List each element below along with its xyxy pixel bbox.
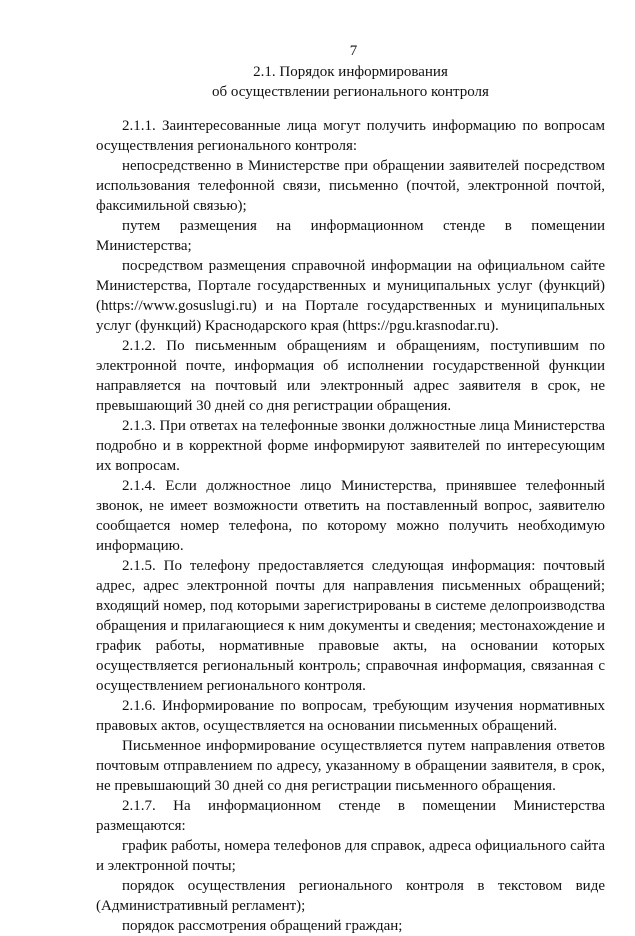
paragraph-2-1-3: 2.1.3. При ответах на телефонные звонки должностные лица Министерства подробно и в корректной форме информируют заявителей по интересующим их вопросам. [96, 418, 605, 474]
section-title-line-1: 2.1. Порядок информирования [253, 64, 448, 80]
paragraph-2-1-6: 2.1.6. Информирование по вопросам, требующим изучения нормативных правовых актов, осуществляется на основании письменных обращений. [96, 698, 605, 734]
paragraph-schedule-phones: график работы, номера телефонов для справок, адреса официального сайта и электронной почты; [96, 838, 605, 874]
section-title [96, 62, 605, 102]
paragraph-2-1-4: 2.1.4. Если должностное лицо Министерства, принявшее телефонный звонок, не имеет возможности ответить на поставленный вопрос, заявителю сообщается номер телефона, по которому можно получить необходимую информацию. [96, 478, 605, 554]
paragraph-ministry-direct: непосредственно в Министерстве при обращении заявителей посредством использования телефонной связи, письменно (почтой, электронной почтой, факсимильной связью); [96, 158, 605, 214]
paragraph-official-sites: посредством размещения справочной информации на официальном сайте Министерства, Портале государственных и муниципальных услуг (функций) (https://www.gosuslugi.ru) и на Портале государственных и муниципальных услуг (функций) Краснодарского края (https://pgu.krasnodar.ru). [96, 258, 605, 334]
page-number: 7 [349, 43, 358, 59]
section-title-line-2: об осуществлении регионального контроля [212, 84, 489, 100]
paragraph-info-stand: путем размещения на информационном стенде в помещении Министерства; [96, 218, 605, 254]
paragraph-2-1-2: 2.1.2. По письменным обращениям и обращениям, поступившим по электронной почте, информация об исполнении государственной функции направляется на почтовый или электронный адрес заявителя в срок, не превышающий 30 дней со дня регистрации обращения. [96, 338, 605, 414]
paragraph-2-1-5: 2.1.5. По телефону предоставляется следующая информация: почтовый адрес, адрес электронной почты для направления письменных обращений; входящий номер, под которыми зарегистрированы в системе делопроизводства обращения и прилагающиеся к ним документы и сведения; местонахождение и график работы, нормативные правовые акты, на основании которых осуществляется региональный контроль; справочная информация, связанная с осуществлением регионального контроля. [96, 558, 605, 694]
paragraph-written-info: Письменное информирование осуществляется путем направления ответов почтовым отправлением по адресу, указанному в обращении заявителя, в срок, не превышающий 30 дней со дня регистрации письменного обращения. [96, 738, 605, 794]
paragraph-2-1-1: 2.1.1. Заинтересованные лица могут получить информацию по вопросам осуществления регионального контроля: [96, 118, 605, 154]
paragraph-control-procedure: порядок осуществления регионального контроля в текстовом виде (Административный регламент); [96, 878, 605, 914]
paragraph-2-1-7: 2.1.7. На информационном стенде в помещении Министерства размещаются: [96, 798, 605, 834]
paragraph-citizen-appeals: порядок рассмотрения обращений граждан; [122, 918, 403, 934]
